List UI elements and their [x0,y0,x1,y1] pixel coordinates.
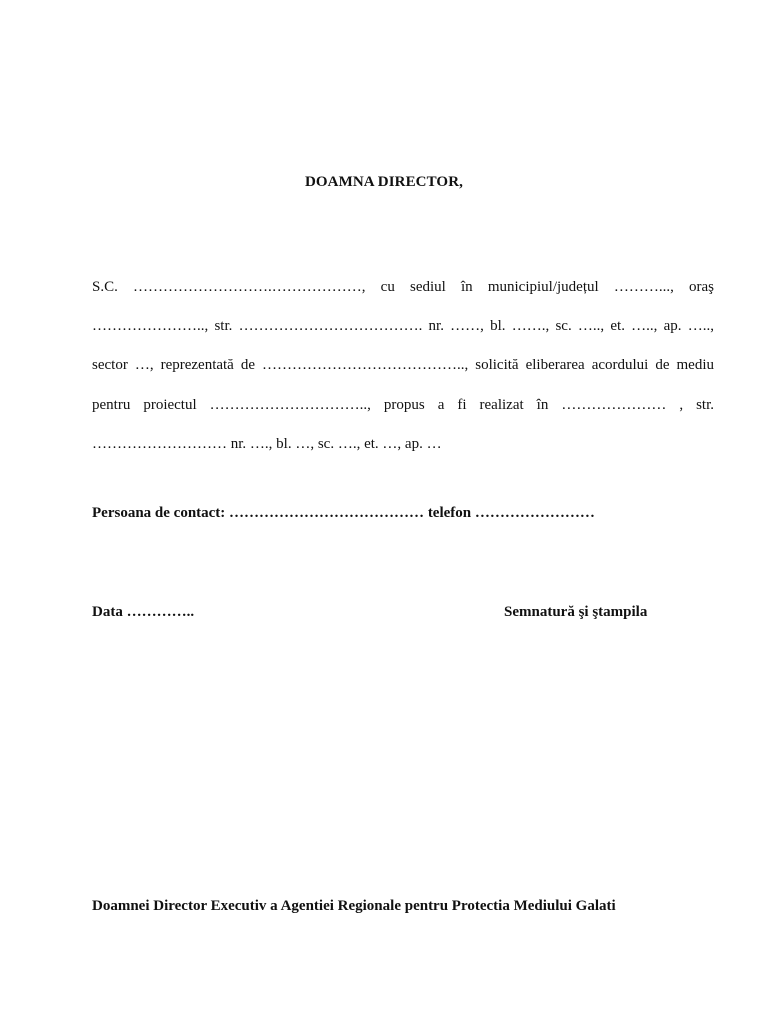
contact-line [92,505,714,522]
date-field: Data ………….. [92,604,195,620]
signature-stamp-label: Semnatură şi ştampila [504,604,648,620]
contact-person-label: Persoana de contact: ………………………………… [92,505,425,521]
recipient-footer: Doamnei Director Executiv a Agentiei Regionale pentru Protectia Mediului Galati [92,898,616,914]
request-paragraph: S.C. ……………………….………………, cu sediul în municipiul/județul ………..., oraş ………………….., str. ………………………………. nr. ……, bl. ……., sc. ….., et. ….., ap. ….., sector …, reprezentată de ………………………………….., solicită eliberarea acordului de mediu pentru proiectul ………………………….., propus a fi realizat în ………………… , str. ……………………… nr. …., bl. …, sc. …., et. …, ap. … [92,279,714,452]
page-title: DOAMNA DIRECTOR, [304,174,463,190]
contact-phone-label: telefon …………………… [424,505,595,521]
